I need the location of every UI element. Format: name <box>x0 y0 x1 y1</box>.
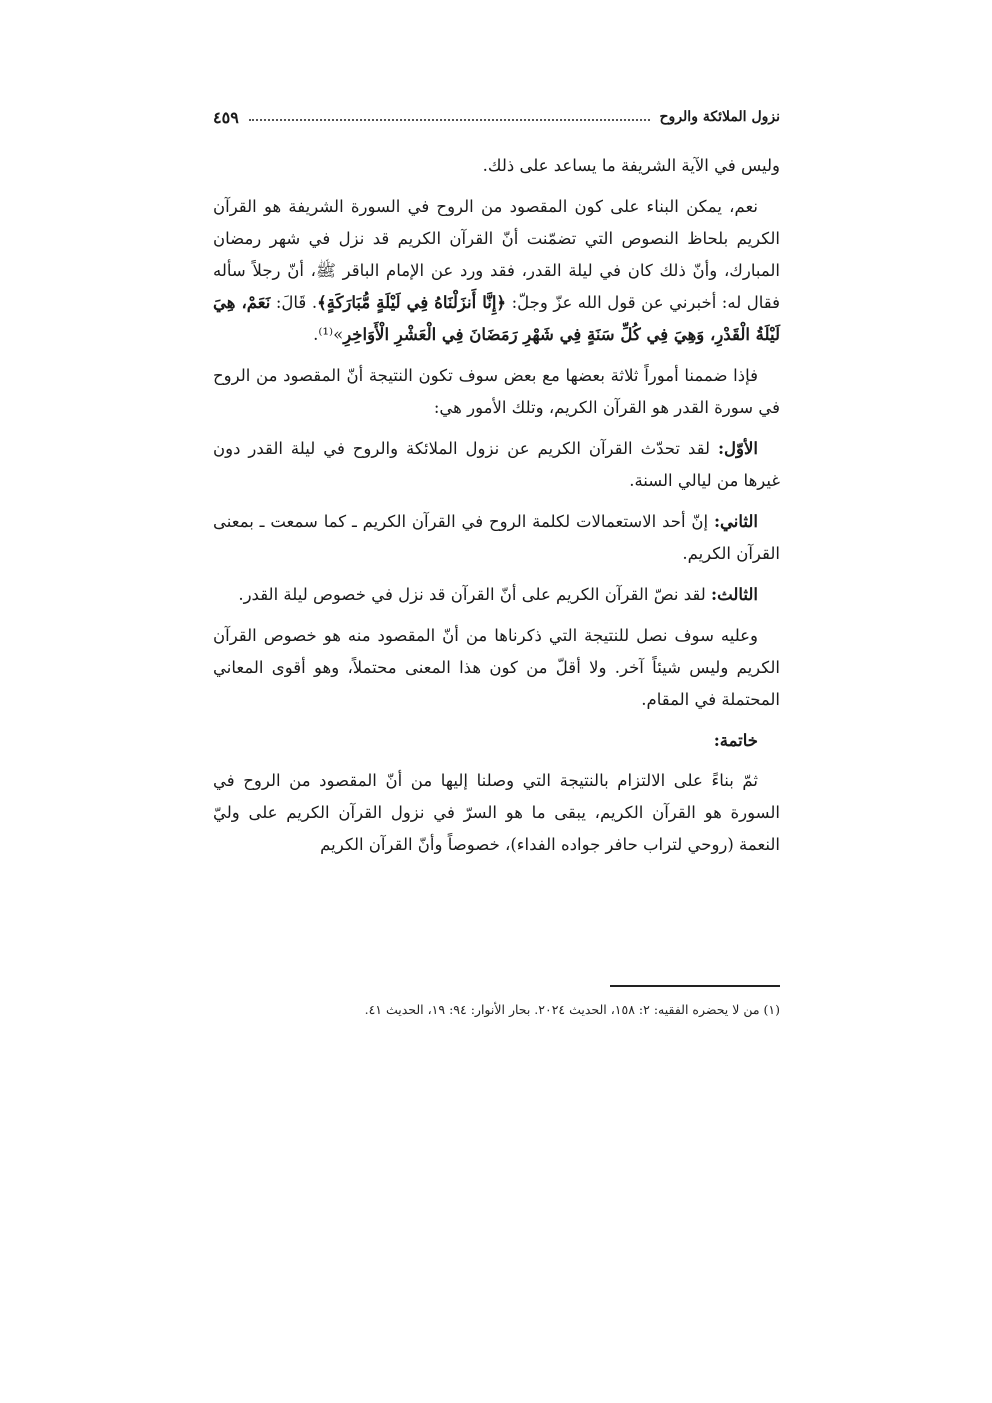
point-text: لقد تحدّث القرآن الكريم عن نزول الملائكة والروح في ليلة القدر دون غيرها من ليالي السنة. <box>213 439 780 490</box>
section-heading: خاتمة: <box>713 731 758 750</box>
point-text: لقد نصّ القرآن الكريم على أنّ القرآن قد نزل في خصوص ليلة القدر. <box>238 585 712 604</box>
dotted-leader <box>249 119 650 121</box>
paragraph-hadith <box>213 191 780 351</box>
page-header <box>213 100 780 134</box>
point-label: الثاني: <box>713 512 758 531</box>
paragraph-text: نعم، يمكن البناء على كون المقصود من الروح في السورة الشريفة هو القرآن الكريم بلحاظ النصوص التي تضمّنت أنّ القرآن الكريم قد نزل في شهر رمضان المبارك، وأنّ ذلك كان في ليلة القدر، فقد ورد عن الإمام الباقر ﷺ، أنّ رجلاً سأله فقال له: أخبرني عن قول الله عزّ وجلّ: <box>213 197 780 312</box>
point-label: الثالث: <box>711 585 758 604</box>
point-text: إنّ أحد الاستعمالات لكلمة الروح في القرآن الكريم ـ كما سمعت ـ بمعنى القرآن الكريم. <box>213 512 780 563</box>
point-first <box>213 433 780 497</box>
footnote: (١) من لا يحضره الفقيه: ٢: ١٥٨، الحديث ٢٠٢٤. بحار الأنوار: ٩٤: ١٩، الحديث ٤١. <box>364 1002 780 1017</box>
point-third <box>213 579 780 611</box>
footnote-ref: »⁽¹⁾. <box>313 325 344 344</box>
page-number: ٤٥٩ <box>213 107 239 127</box>
paragraph: وليس في الآية الشريفة ما يساعد على ذلك. <box>482 156 780 175</box>
footnote-separator <box>610 985 780 987</box>
paragraph: ثمّ بناءً على الالتزام بالنتيجة التي وصلنا إليها من أنّ المقصود من الروح في السورة هو القرآن الكريم، يبقى ما هو السرّ في نزول القرآن الكريم على وليّ النعمة (روحي لتراب حافر جواده الفداء)، خصوصاً وأنّ القرآن الكريم <box>213 771 780 854</box>
paragraph: فإذا ضممنا أموراً ثلاثة بعضها مع بعض سوف تكون النتيجة أنّ المقصود من الروح في سورة القدر هو القرآن الكريم، وتلك الأمور هي: <box>213 366 780 417</box>
body-text <box>213 150 780 870</box>
paragraph: وعليه سوف نصل للنتيجة التي ذكرناها من أنّ المقصود منه هو خصوص القرآن الكريم وليس شيئاً آخر. ولا أقلّ من كون هذا المعنى محتملاً، وهو أقوى المعاني المحتملة في المقام. <box>213 626 780 709</box>
quran-verse: ﴿إِنَّا أَنزَلْنَاهُ فِي لَيْلَةٍ مُّبَارَكَةٍ﴾ <box>317 293 507 312</box>
running-title: نزول الملائكة والروح <box>659 109 780 125</box>
paragraph-text: . قَالَ: <box>270 293 318 312</box>
hadith-answer: نَعَمْ، هِيَ لَيْلَةُ الْقَدْرِ، وَهِيَ فِي كُلِّ سَنَةٍ فِي شَهْرِ رَمَضَانَ فِي الْعَشْرِ الْأَوَاخِرِ <box>213 293 780 344</box>
point-second <box>213 506 780 570</box>
point-label: الأوّل: <box>717 439 758 458</box>
